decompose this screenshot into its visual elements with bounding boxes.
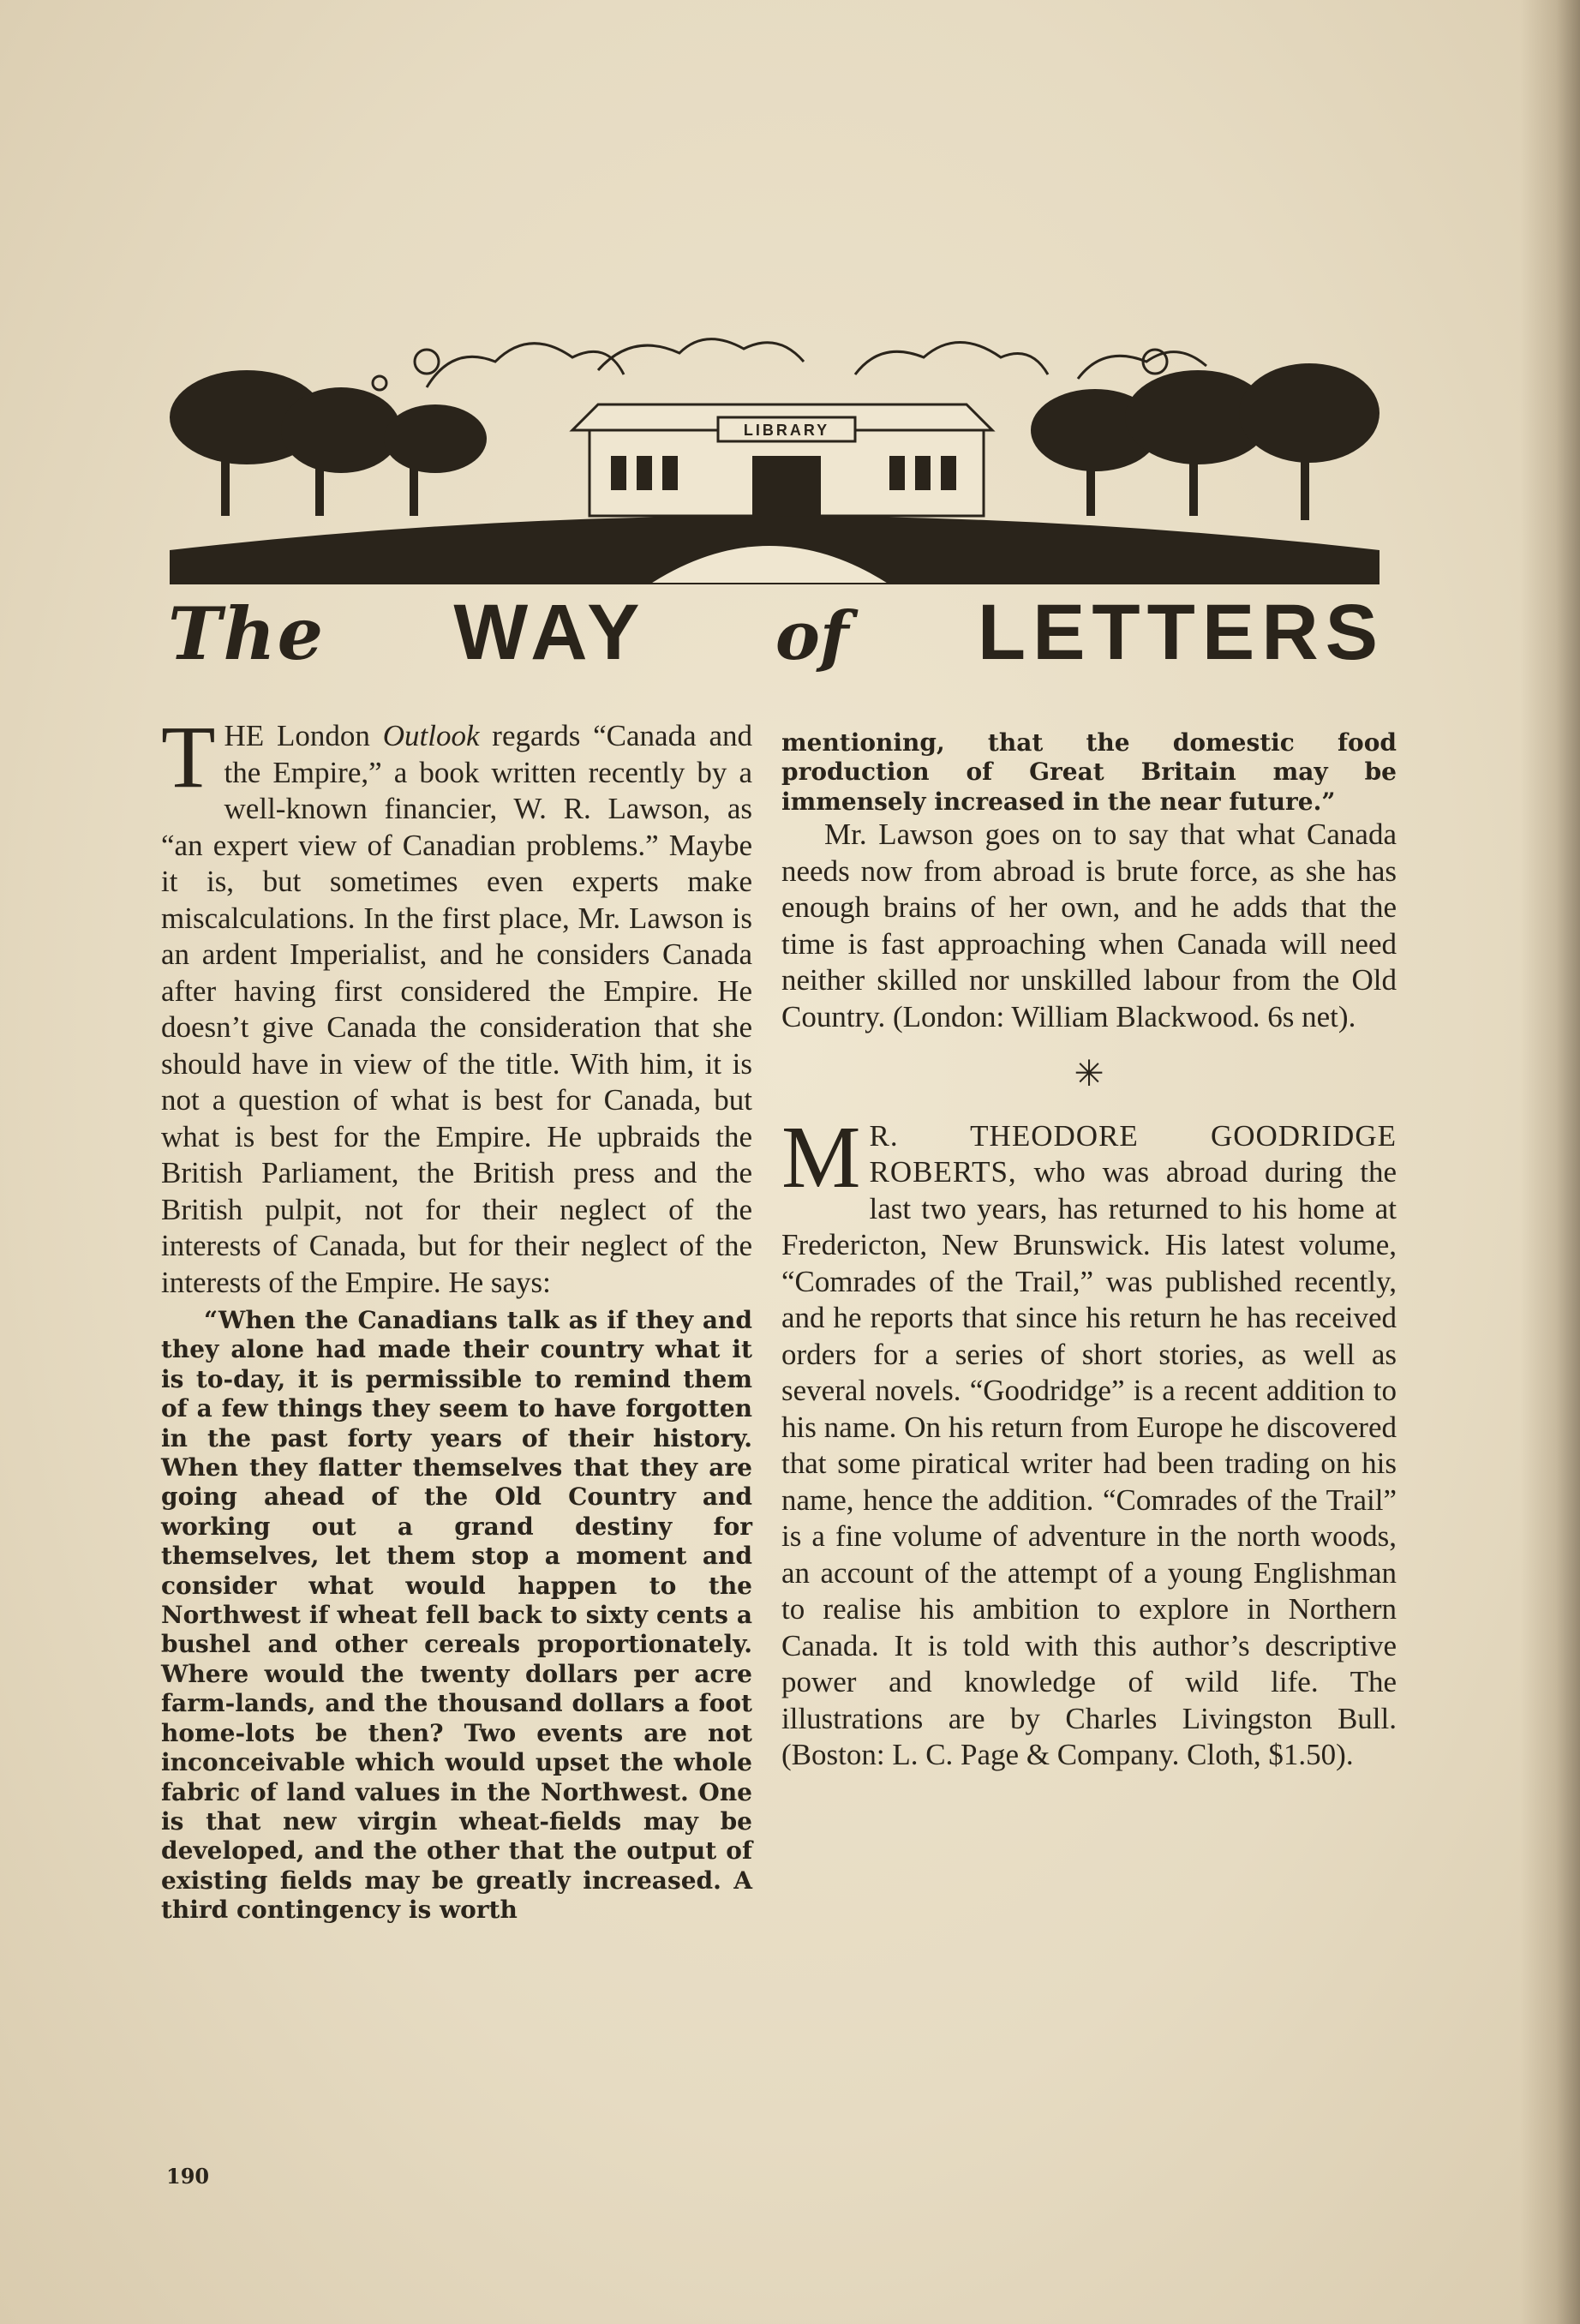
paragraph-outlook-review	[161, 708, 752, 1301]
title-of: of	[775, 597, 849, 675]
left-column	[161, 708, 752, 1926]
block-quote-continued: mentioning, that the domestic food production of Great Britain may be immensely increased in the near future.”	[781, 728, 1397, 816]
block-quote: “When the Canadians talk as if they and they alone had made their country what it is to-day, it is permissible to remind them of a few things they seem to have forgotten in the past forty years of their history. When they flatter themselves that they are going ahead of the Old Country and working out a grand destiny for themselves, let them stop a moment and consider what would happen to the Northwest if wheat fell back to sixty cents a bushel and other cereals proportionately. Where would the twenty dollars per acre farm-lands, and the thousand dollars a foot home-lots be then? Two events are not inconceivable which would upset the whole fabric of land values in the Northwest. One is that new virgin wheat-fields may be developed, and the other that the output of existing fields may be greatly increased. A third contingency is worth	[161, 1306, 752, 1925]
library-sign: LIBRARY	[743, 422, 830, 439]
title-letters: LETTERS	[977, 589, 1385, 676]
page-spine-shadow	[1520, 0, 1580, 2324]
section-divider-ornament: ✳	[1074, 1052, 1104, 1095]
author-name: R. THEODORE GOODRIDGE ROBERTS,	[869, 1118, 1397, 1189]
paragraph-text: HE London	[224, 719, 383, 752]
title-the: The	[168, 591, 326, 676]
paragraph-roberts	[781, 1107, 1397, 1774]
title-way: WAY	[453, 589, 647, 676]
library-illustration	[170, 336, 1380, 584]
publication-title: Outlook	[382, 719, 480, 752]
right-column	[781, 728, 1397, 1774]
section-title	[168, 588, 1385, 682]
paragraph-lawson: Mr. Lawson goes on to say that what Canada needs now from abroad is brute force, as she has enough brains of her own, and he adds that the time is fast approaching when Canada will need neither skilled nor unskilled labour from the Old Country. (London: William Blackwood. 6s net).	[781, 818, 1397, 1033]
drop-cap: M	[781, 1107, 861, 1207]
page-number: 190	[166, 2164, 210, 2189]
drop-cap: T	[161, 708, 216, 806]
paragraph-text: who was abroad during the last two years, has returned to his home at Fredericton, New Brunswick. His latest volume, “Comrades of the Trail,” was published recently, and he reports that since his return he has received orders for a series of short stories, as well as several novels. “Goodridge” is a recent addition to his name. On his return from Europe he discovered that some piratical writer had been trading on his name, hence the addition. “Comrades of the Trail” is a fine volume of adventure in the north woods, an account of the attempt of a young Englishman to realise his ambition to explore in Northern Canada. It is told with this author’s descriptive power and knowledge of wild life. The illustrations are by Charles Livingston Bull. (Boston: L. C. Page & Company. Cloth, $1.50).	[781, 1155, 1397, 1772]
paragraph-text: regards “Canada and the Empire,” a book written recently by a well-known financier, W. R. Lawson, as “an expert view of Canadian problems.” Maybe it is, but sometimes even experts make miscalculations. In the first place, Mr. Lawson is an ardent Imperialist, and he considers Canada after having first considered the Empire. He doesn’t give Canada the consideration that she should have in view of the title. With him, it is not a question of what is best for Canada, but what is best for the Empire. He upbraids the British Parliament, the British press and the British pulpit, not for their neglect of the interests of Canada, but for their neglect of the interests of the Empire. He says:	[161, 719, 752, 1299]
